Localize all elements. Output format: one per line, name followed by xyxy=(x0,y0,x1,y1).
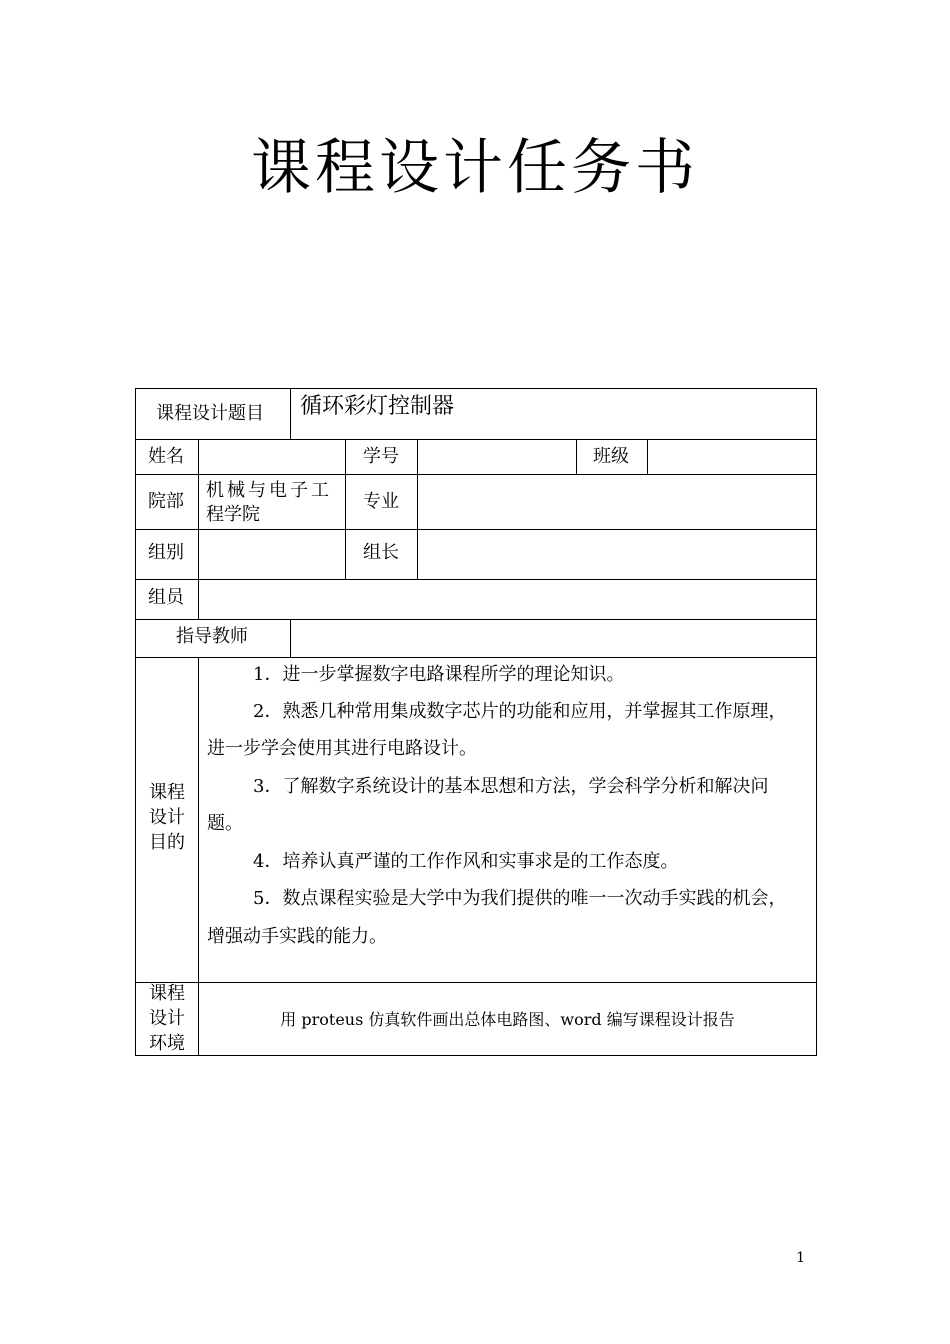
purpose-line: 题。 xyxy=(207,813,243,834)
topic-label: 课程设计题目 xyxy=(156,403,264,424)
purpose-label-2: 设计 xyxy=(149,807,185,828)
student-id-label: 学号 xyxy=(363,446,399,467)
class-label: 班级 xyxy=(593,446,629,467)
row-divider xyxy=(136,619,816,620)
environment-label-2: 设计 xyxy=(149,1008,185,1029)
col-divider xyxy=(290,619,291,657)
row-divider xyxy=(136,474,816,475)
page-title: 课程设计任务书 xyxy=(251,133,699,203)
purpose-label-1: 课程 xyxy=(149,782,185,803)
department-label: 院部 xyxy=(148,491,184,512)
purpose-line: 5．数点课程实验是大学中为我们提供的唯一一次动手实践的机会， xyxy=(253,888,787,909)
group-label: 组别 xyxy=(148,542,184,563)
row-divider xyxy=(136,579,816,580)
leader-label: 组长 xyxy=(363,542,399,563)
col-divider xyxy=(647,439,648,474)
row-divider xyxy=(136,439,816,440)
topic-value: 循环彩灯控制器 xyxy=(300,394,455,419)
purpose-line: 进一步学会使用其进行电路设计。 xyxy=(207,738,477,759)
col-divider xyxy=(576,439,577,474)
task-form-table xyxy=(135,388,817,1056)
purpose-label-3: 目的 xyxy=(149,832,185,853)
col-divider xyxy=(345,439,346,579)
department-value-line2: 程学院 xyxy=(206,504,260,525)
row-divider xyxy=(136,982,816,983)
purpose-line: 增强动手实践的能力。 xyxy=(207,926,387,947)
purpose-line: 3．了解数字系统设计的基本思想和方法，学会科学分析和解决问 xyxy=(253,776,769,797)
department-value-line1: 机械与电子工 xyxy=(206,480,332,501)
purpose-line: 1．进一步掌握数字电路课程所学的理论知识。 xyxy=(253,664,625,685)
environment-label-3: 环境 xyxy=(149,1033,185,1054)
col-divider xyxy=(417,439,418,579)
col-divider xyxy=(198,439,199,619)
col-divider xyxy=(198,657,199,1056)
members-label: 组员 xyxy=(148,587,184,608)
environment-value: 用 proteus 仿真软件画出总体电路图、word 编写课程设计报告 xyxy=(280,1010,735,1029)
purpose-line: 2．熟悉几种常用集成数字芯片的功能和应用，并掌握其工作原理， xyxy=(253,701,787,722)
purpose-line: 4．培养认真严谨的工作作风和实事求是的工作态度。 xyxy=(253,851,679,872)
environment-label-1: 课程 xyxy=(149,983,185,1004)
advisor-label: 指导教师 xyxy=(176,626,248,647)
col-divider xyxy=(290,389,291,439)
row-divider xyxy=(136,529,816,530)
page-number: 1 xyxy=(796,1250,805,1266)
major-label: 专业 xyxy=(363,491,399,512)
name-label: 姓名 xyxy=(148,446,184,467)
row-divider xyxy=(136,657,816,658)
